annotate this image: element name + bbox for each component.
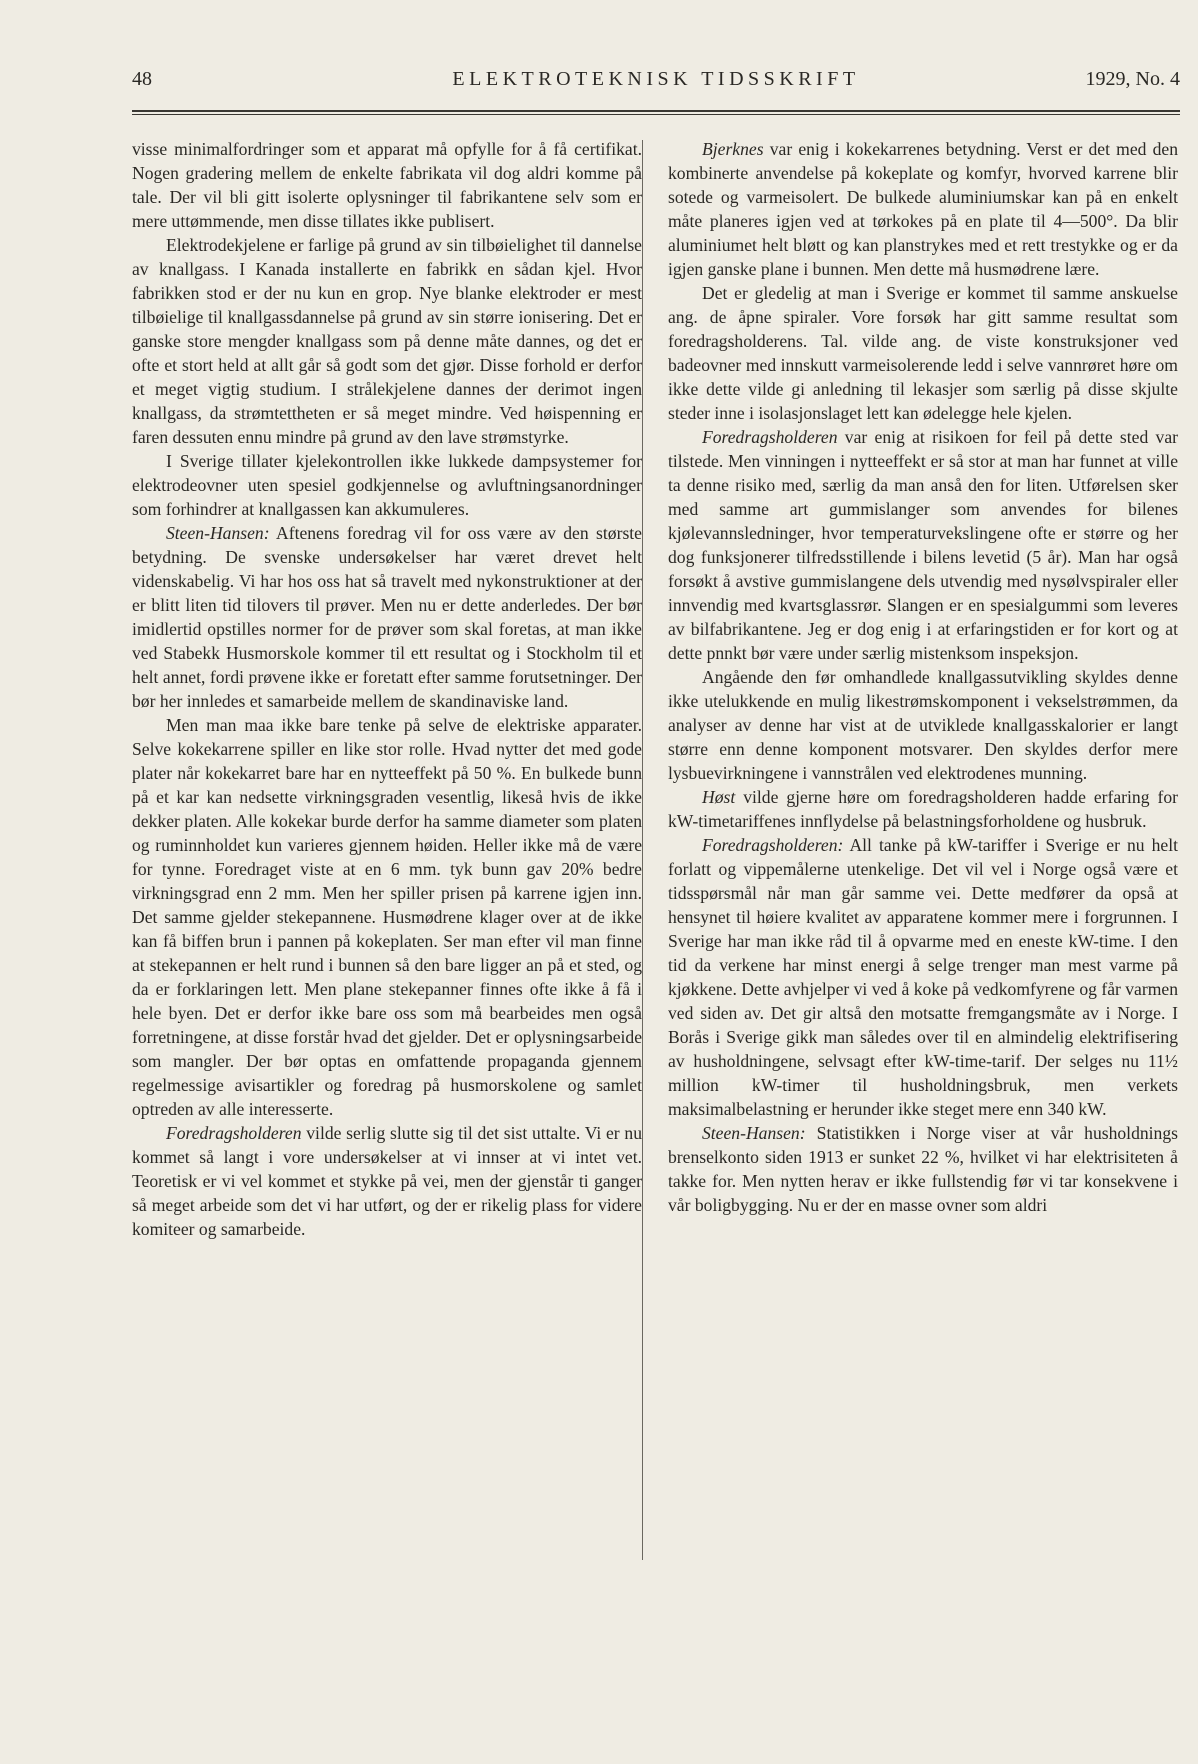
paragraph-text: Angående den før omhandlede knallgassutvikling skyldes denne ikke utelukkende en mulig likestrømskomponent i vekselstrømmen, da analyser av denne har vist at de utviklede knallgasskalorier er langt større enn denne komponent motsvarer. Den skyldes derfor mere lysbuevirkningene i vannstrålen ved elektrodenes munning.: [668, 667, 1178, 783]
paragraph: [668, 785, 1178, 833]
paragraph: [132, 449, 642, 521]
speaker-name: Foredragsholderen: [702, 427, 838, 447]
paragraph: [132, 713, 642, 1121]
page-number: 48: [132, 68, 152, 90]
speaker-name: Foredragsholderen: [166, 1123, 302, 1143]
paragraph: [668, 137, 1178, 281]
journal-title: ELEKTROTEKNISK TIDSSKRIFT: [452, 68, 860, 90]
paragraph-text: I Sverige tillater kjelekontrollen ikke lukkede dampsystemer for elektrodeovner uten spesiel godkjennelse og avluftningsanordninger som forhindrer at knallgassen kan akkumuleres.: [132, 451, 642, 519]
speaker-name: Høst: [702, 787, 736, 807]
paragraph-text: Statistikken i Norge viser at vår husholdnings brenselkonto siden 1913 er sunket 22 %, hvilket vi har elektrisiteten å takke for. Men nytten herav er ikke fullstendig før vi tar konsekvene i vår boligbygging. Nu er der en masse ovner som aldri: [668, 1123, 1178, 1215]
running-header: [132, 68, 1180, 98]
speaker-name: Steen-Hansen:: [702, 1123, 806, 1143]
right-column: [668, 137, 1178, 1217]
header-rule-thick: [132, 110, 1180, 112]
paragraph: [668, 665, 1178, 785]
issue-label: 1929, No. 4: [1085, 68, 1180, 90]
speaker-name: Steen-Hansen:: [166, 523, 270, 543]
paragraph-text: All tanke på kW-tariffer i Sverige er nu helt forlatt og vippemålerne utenkelige. Det vil vel i Norge også være et tidsspørsmål når man går samme vei. Dette medfører da opså at hensynet til høiere kvalitet av apparatene kommer mere i forgrunnen. I Sverige har man ikke råd til å opvarme med en eneste kW-time. I den tid da verkene har minst energi å selge trenger man mest varme på kjøkkene. Dette avhjelper vi ved å koke på vedkomfyrene og får varmen ved siden av. Det gir altså den motsatte fremgangsmåte av i Norge. I Borås i Sverige gikk man således over til en almindelig elektrifisering av husholdningene, selvsagt efter kW-time-tarif. Der selges nu 11½ million kW-timer til husholdningsbruk, men verkets maksimalbelastning er herunder ikke steget mere enn 340 kW.: [668, 835, 1179, 1119]
paragraph-text: vilde serlig slutte sig til det sist uttalte. Vi er nu kommet så langt i vore undersøkelser at vi innser at vi intet vet. Teoretisk er vi vel kommet et stykke på vei, men der gjenstår ti ganger så meget arbeide som det vi har utført, og der er rikelig plass for videre komiteer og samarbeide.: [132, 1123, 642, 1239]
left-column: [132, 137, 642, 1241]
paragraph-text: visse minimalfordringer som et apparat må opfylle for å få certifikat. Nogen gradering mellem de enkelte fabrikata vil dog aldri komme på tale. Der vil bli gitt isolerte oplysninger til fabrikantene selv som er mere uttømmende, men disse tillates ikke publisert.: [132, 139, 642, 231]
paragraph-text: Elektrodekjelene er farlige på grund av sin tilbøielighet til dannelse av knallgass. I Kanada installerte en fabrikk en sådan kjel. Hvor fabrikken stod er der nu kun en grop. Nye blanke elektroder er mest tilbøielige til knallgassdannelse på grund av sin større ionisering. Det er ganske store mengder knallgass som på denne måte dannes, og det er ofte et stort held at allt går så godt som det gjør. Disse forhold er derfor et meget vigtig studium. I strålekjelene dannes der derimot ingen knallgass, da strømtettheten er så meget mindre. Ved høispenning er faren dessuten ennu mindre på grund av den lave strømstyrke.: [132, 235, 642, 447]
paragraph: [668, 833, 1178, 1121]
paragraph-text: Aftenens foredrag vil for oss være av den største betydning. De svenske undersøkelser har været drevet helt videnskabelig. Vi har hos oss hat så travelt med nykonstruktioner at der er blitt liten tid tilovers til prøver. Men nu er dette anderledes. Der bør imidlertid opstilles normer for de prøver som skal foretas, at man ikke ved Stabekk Husmorskole kommer til ett resultat og i Stockholm til et helt annet, fordi prøvene ikke er foretatt efter samme forutsetninger. Der bør her innledes et samarbeide mellem de skandinaviske land.: [132, 523, 642, 711]
speaker-name: Foredragsholderen:: [702, 835, 844, 855]
speaker-name: Bjerknes: [702, 139, 764, 159]
column-divider: [642, 140, 643, 1560]
paragraph-text: var enig i kokekarrenes betydning. Verst er det med den kombinerte anvendelse på kokeplate og komfyr, hvorved karrene blir sotede og varmeisolert. De bulkede aluminiumskar kan på en enkelt måte planeres igjen ved at tørkokes på en plate til 4—500°. Da blir aluminiumet helt bløtt og kan planstrykes med et rett trestykke og er da igjen ganske plane i bunnen. Men dette må husmødrene lære.: [668, 139, 1178, 279]
paragraph: [132, 233, 642, 449]
header-rule-thin: [132, 114, 1180, 115]
paragraph-text: Men man maa ikke bare tenke på selve de elektriske apparater. Selve kokekarrene spiller en like stor rolle. Hvad nytter det med gode plater når kokekarret bare har en nytteeffekt på 50 %. En bulkede bunn på et kar kan nedsette virkningsgraden vesentlig, likeså hvis de ikke dekker platen. Alle kokekar burde derfor ha samme diameter som platen og ruminnholdet kun varieres gjennem høiden. Heller ikke må de være for tynne. Foredraget viste at en 6 mm. tyk bunn gav 20% bedre virkningsgrad enn 2 mm. Men her spiller prisen på karrene igjen inn. Det samme gjelder stekepannene. Husmødrene klager over at de ikke kan få biffen brun i pannen på kokeplaten. Ser man efter vil man finne at stekepannen er helt rund i bunnen så den bare ligger an på et sted, og da er forklaringen lett. Men plane stekepanner finnes ofte ikke å få i hele byen. Det er derfor ikke bare oss som må bearbeides men også forretningene, at disse forstår hvad det gjelder. Det er oplysningsarbeide som mangler. Der bør optas en omfattende propaganda gjennem regelmessige avisartikler og foredrag på husmorskolene og samlet optreden av alle interesserte.: [132, 715, 642, 1119]
paragraph: [668, 281, 1178, 425]
paragraph: [132, 521, 642, 713]
paragraph: [132, 137, 642, 233]
paragraph: [668, 1121, 1178, 1217]
paragraph: [668, 425, 1178, 665]
paragraph: [132, 1121, 642, 1241]
paragraph-text: var enig at risikoen for feil på dette sted var tilstede. Men vinningen i nytteeffekt er så stor at man har funnet at ville ta denne risiko med, særlig da man anså den for liten. Utførelsen sker med samme art gummislanger som anvendes for bilenes kjølevannsledninger, hvor temperaturvekslingene ofte er større og her dog funksjonerer tilfredsstillende i bilens levetid (5 år). Man har også forsøkt å avstive gummislangene dels utvendig med nysølvspiraler eller innvendig med kvartsglassrør. Slangen er en spesialgummi som leveres av bilfabrikantene. Jeg er dog enig i at erfaringstiden er for kort og at dette pnnkt bør være under særlig mistenksom inspeksjon.: [668, 427, 1178, 663]
paragraph-text: vilde gjerne høre om foredragsholderen hadde erfaring for kW-timetariffenes innflydelse på belastningsforholdene og husbruk.: [668, 787, 1178, 831]
paragraph-text: Det er gledelig at man i Sverige er kommet til samme anskuelse ang. de åpne spiraler. Vore forsøk har gitt samme resultat som foredragsholderens. Tal. vilde ang. de viste konstruksjoner ved badeovner med innskutt varmeisolerende ledd i selve vannrøret høre om ikke dette vilde gi anledning til lekasjer som særlig på disse skjulte steder inne i isolasjonslaget lett kan ødelegge hele kjelen.: [668, 283, 1178, 423]
